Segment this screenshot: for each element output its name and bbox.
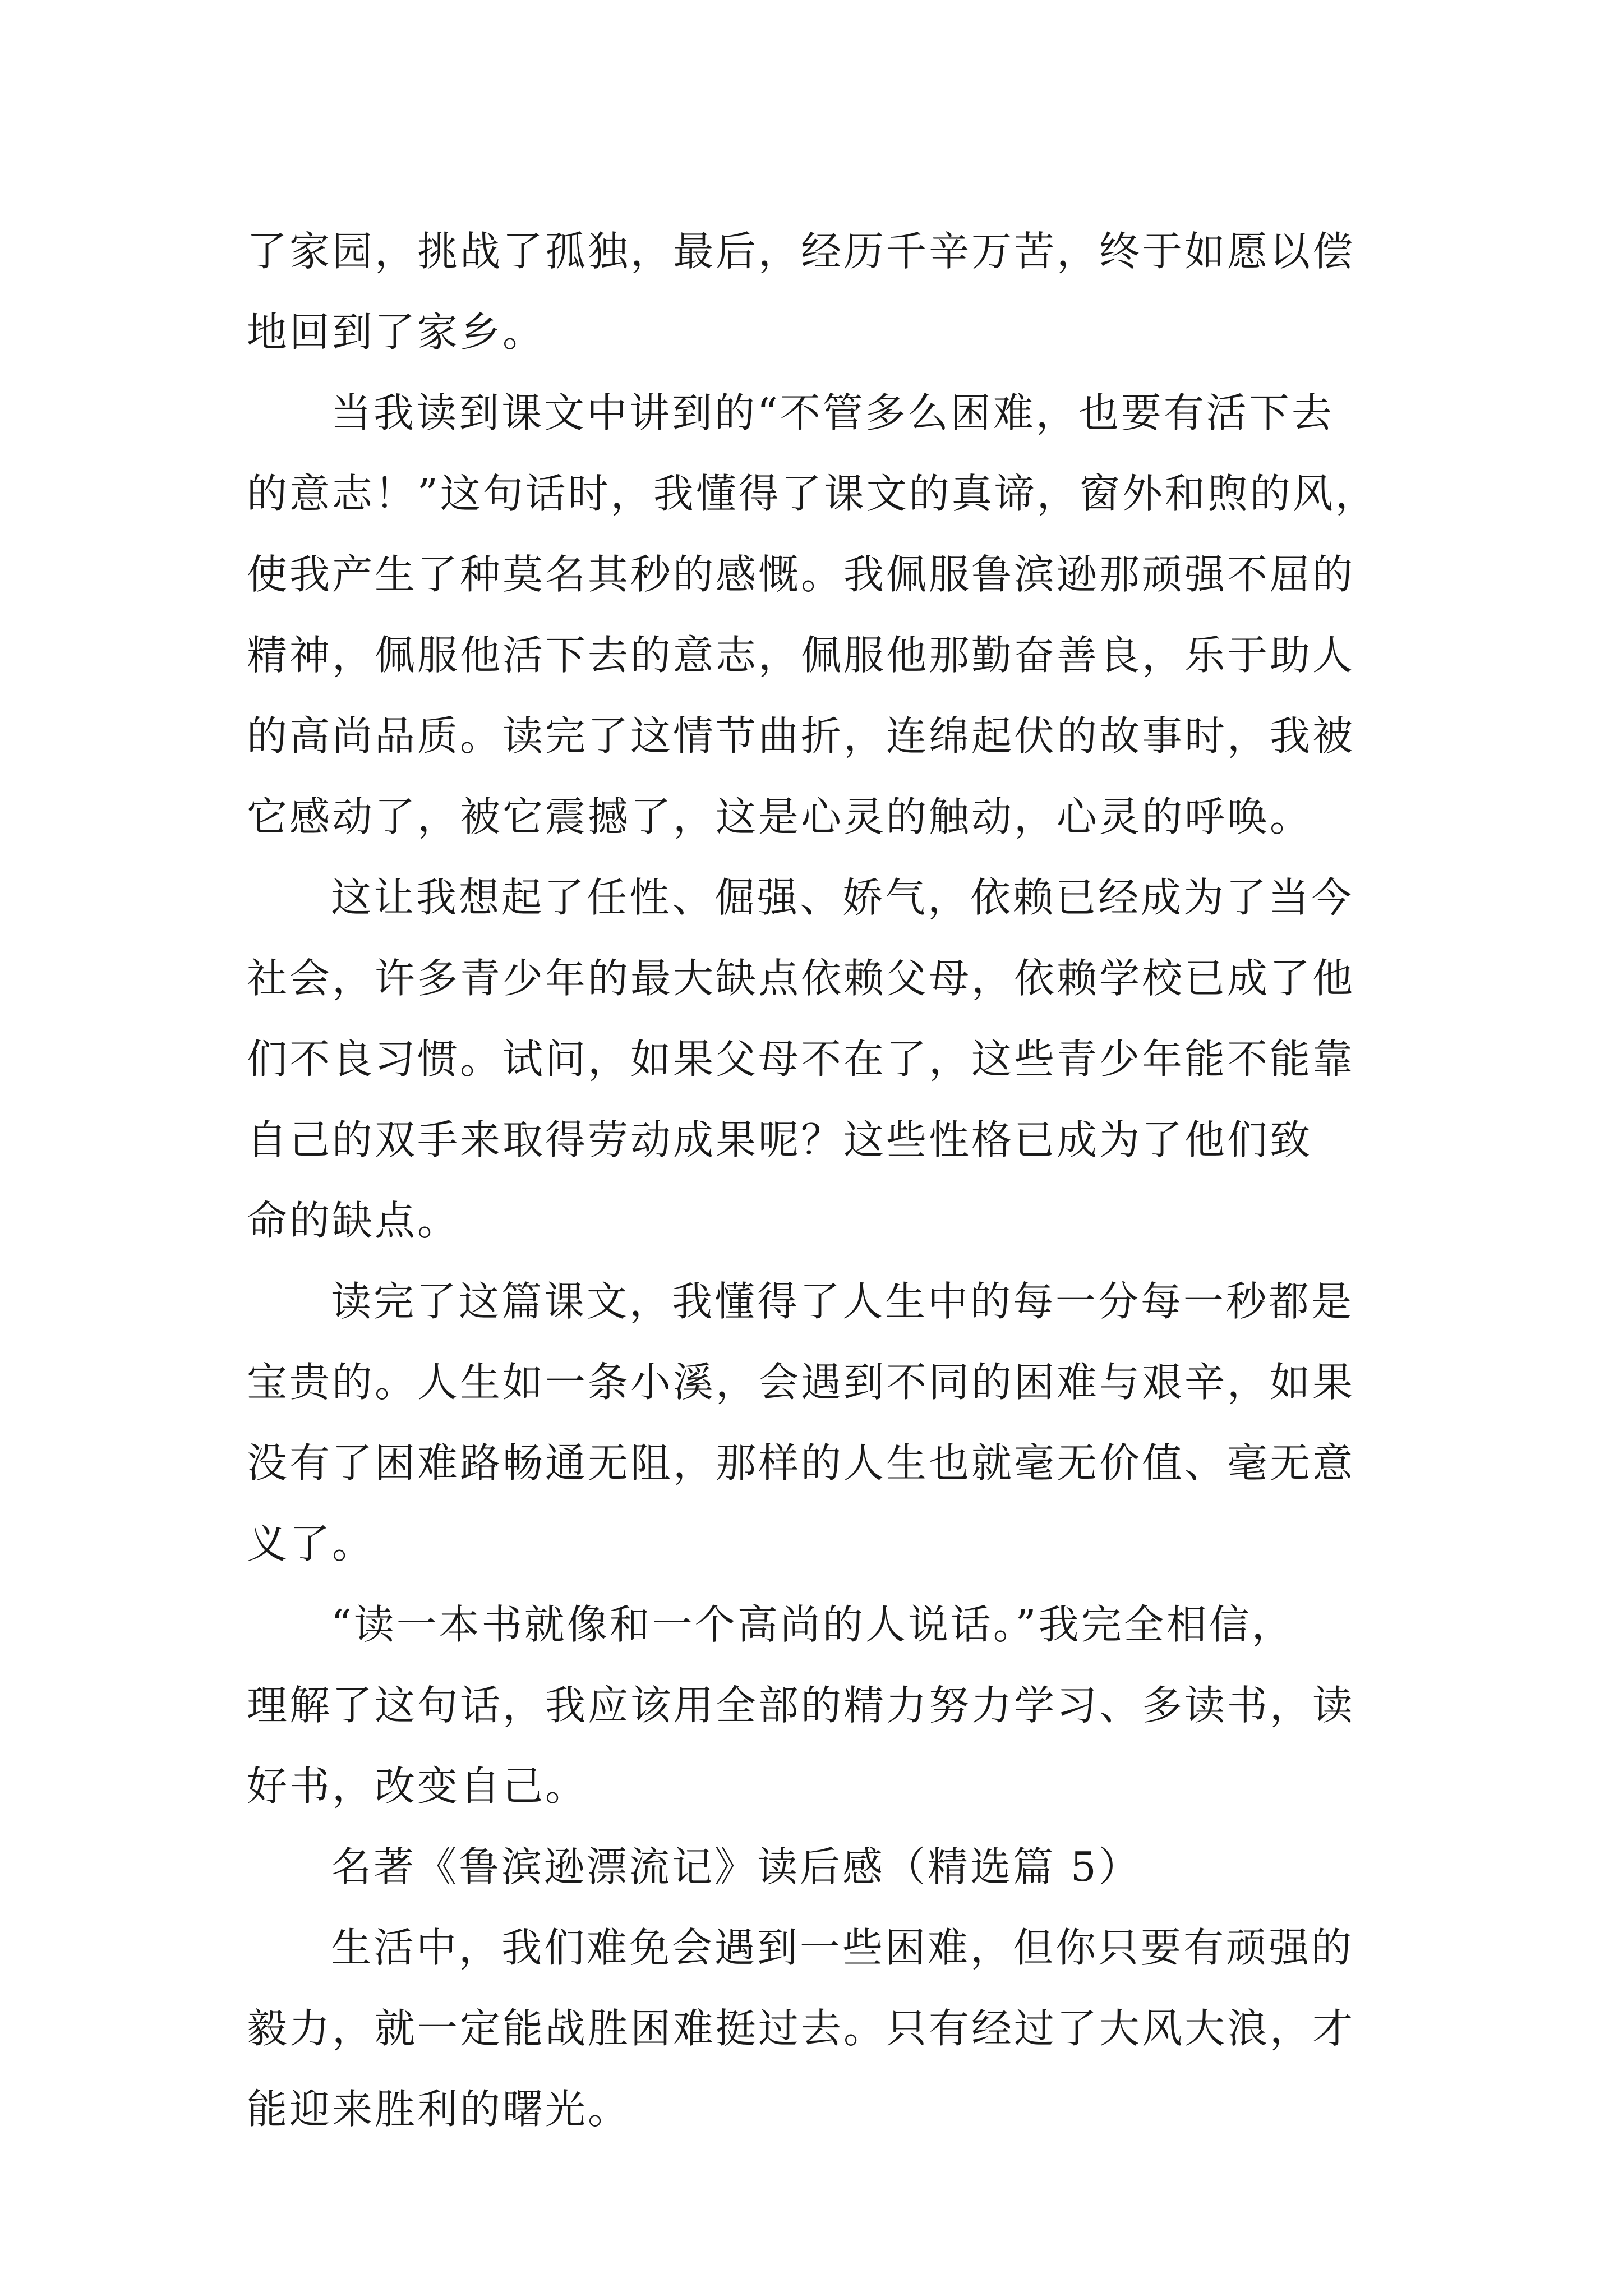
text-line: “读一本书就像和一个高尚的人说话。”我完全相信，: [331, 1601, 1294, 1648]
section-heading: 名著《鲁滨逊漂流记》读后感（精选篇 5）: [331, 1843, 1141, 1890]
text-line: 社会，许多青少年的最大缺点依赖父母，依赖学校已成了他: [247, 955, 1355, 1002]
text-line: 命的缺点。: [247, 1197, 460, 1244]
text-line: 们不良习惯。试问，如果父母不在了，这些青少年能不能靠: [247, 1036, 1355, 1083]
text-line: 地回到了家乡。: [247, 309, 546, 356]
text-line: 好书，改变自己。: [247, 1763, 588, 1810]
text-line: 义了。: [247, 1520, 375, 1567]
text-line: 生活中，我们难免会遇到一些困难，但你只要有顽强的: [331, 1924, 1354, 1971]
text-line: 毅力，就一定能战胜困难挺过去。只有经过了大风大浪，才: [247, 2005, 1355, 2052]
document-body: [247, 211, 1402, 2150]
text-line: 它感动了，被它震撼了，这是心灵的触动，心灵的呼唤。: [247, 793, 1313, 840]
text-line: 没有了困难路畅通无阻，那样的人生也就毫无价值、毫无意: [247, 1439, 1355, 1487]
text-line: 理解了这句话，我应该用全部的精力努力学习、多读书，读: [247, 1682, 1355, 1729]
text-line: 当我读到课文中讲到的“不管多么困难，也要有活下去: [331, 389, 1334, 436]
text-line: 的意志！”这句话时，我懂得了课文的真谛，窗外和煦的风，: [247, 470, 1378, 517]
text-line: 自己的双手来取得劳动成果呢？这些性格已成为了他们致: [247, 1116, 1313, 1163]
text-line: 的高尚品质。读完了这情节曲折，连绵起伏的故事时，我被: [247, 712, 1355, 760]
text-line: 了家园，挑战了孤独，最后，经历千辛万苦，终于如愿以偿: [247, 228, 1355, 275]
text-line: 宝贵的。人生如一条小溪，会遇到不同的困难与艰辛，如果: [247, 1359, 1355, 1406]
text-line: 读完了这篇课文，我懂得了人生中的每一分每一秒都是: [331, 1278, 1354, 1325]
text-line: 使我产生了种莫名其秒的感慨。我佩服鲁滨逊那顽强不屈的: [247, 551, 1355, 598]
text-line: 能迎来胜利的曙光。: [247, 2086, 631, 2133]
text-line: 这让我想起了任性、倔强、娇气，依赖已经成为了当今: [331, 874, 1354, 921]
text-line: 精神，佩服他活下去的意志，佩服他那勤奋善良，乐于助人: [247, 632, 1355, 679]
